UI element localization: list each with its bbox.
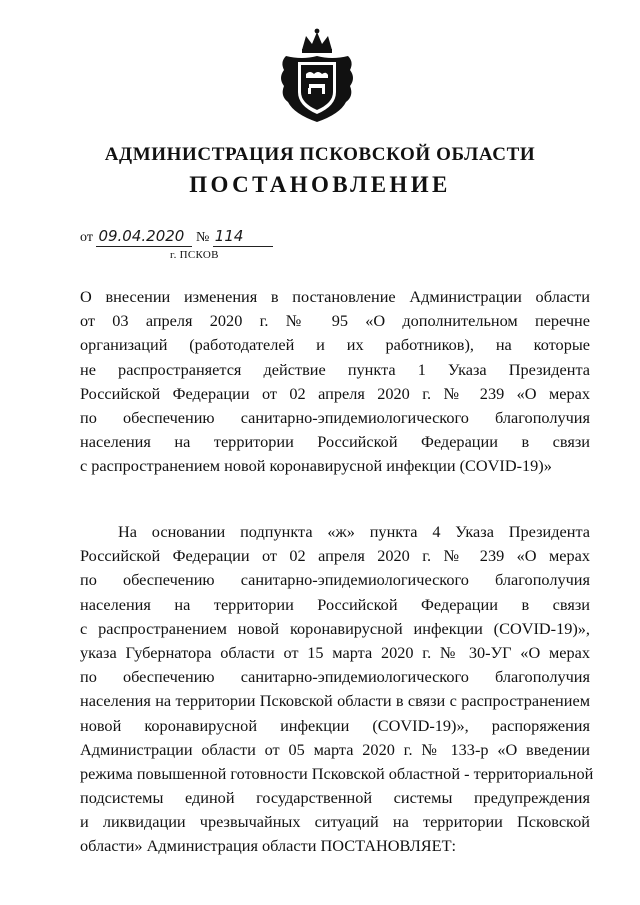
body-line: по обеспечению санитарно-эпидемиологического благополучия [80,570,590,590]
subject-line: не распространяется действие пункта 1 Указа Президента [80,359,590,379]
number-field [213,228,273,247]
subject-line: с распространением новой коронавирусной инфекции (COVID-19)» [80,456,552,476]
body-line: по обеспечению санитарно-эпидемиологического благополучия [80,667,590,687]
date-number-line [80,228,273,247]
body-line: Российской Федерации от 02 апреля 2020 г. № 239 «О мерах [80,546,590,566]
body-line: режима повышенной готовности Псковской областной - территориальной [80,763,594,783]
body-line: На основании подпункта «ж» пункта 4 Указа Президента [118,522,590,541]
body-line: подсистемы единой государственной системы предупреждения [80,788,590,808]
body-line: области» Администрация области ПОСТАНОВЛЯЕТ: [80,836,457,856]
organization-title: АДМИНИСТРАЦИЯ ПСКОВСКОЙ ОБЛАСТИ [104,144,536,165]
subject-line: О внесении изменения в постановление Администрации области [80,287,590,306]
date-prefix: от [80,230,93,245]
date-field [96,228,192,247]
body-line: населения на территории Псковской области в связи с распространением [80,691,590,711]
handwritten-number: 114 [214,227,244,245]
body-line: с распространением новой коронавирусной инфекции (COVID-19)», [80,618,590,638]
number-prefix: № [195,230,210,245]
body-line: новой коронавирусной инфекции (COVID-19)», распоряжения [80,715,590,735]
body-paragraph [80,520,594,859]
pskov-coat-of-arms-icon [272,26,362,126]
body-line: указа Губернатора области от 15 марта 2020 г. № 30-УГ «О мерах [80,642,590,662]
body-line: Администрации области от 05 марта 2020 г. № 133-р «О введении [80,739,590,759]
subject-line: населения на территории Российской Федерации в связи [80,432,590,452]
city-label: г. ПСКОВ [170,249,219,261]
subject-line: от 03 апреля 2020 г. № 95 «О дополнительном перечне [80,311,590,331]
subject-line: Российской Федерации от 02 апреля 2020 г. № 239 «О мерах [80,383,590,403]
subject-line: по обеспечению санитарно-эпидемиологического благополучия [80,407,590,427]
body-line: и ликвидации чрезвычайных ситуаций на территории Псковской [80,812,590,832]
subject-heading [80,285,590,479]
subject-line: организаций (работодателей и их работников), на которые [80,335,590,355]
handwritten-date: 09.04.2020 [98,227,185,245]
body-line: населения на территории Российской Федерации в связи [80,594,590,614]
document-type-title: ПОСТАНОВЛЕНИЕ [189,172,451,197]
